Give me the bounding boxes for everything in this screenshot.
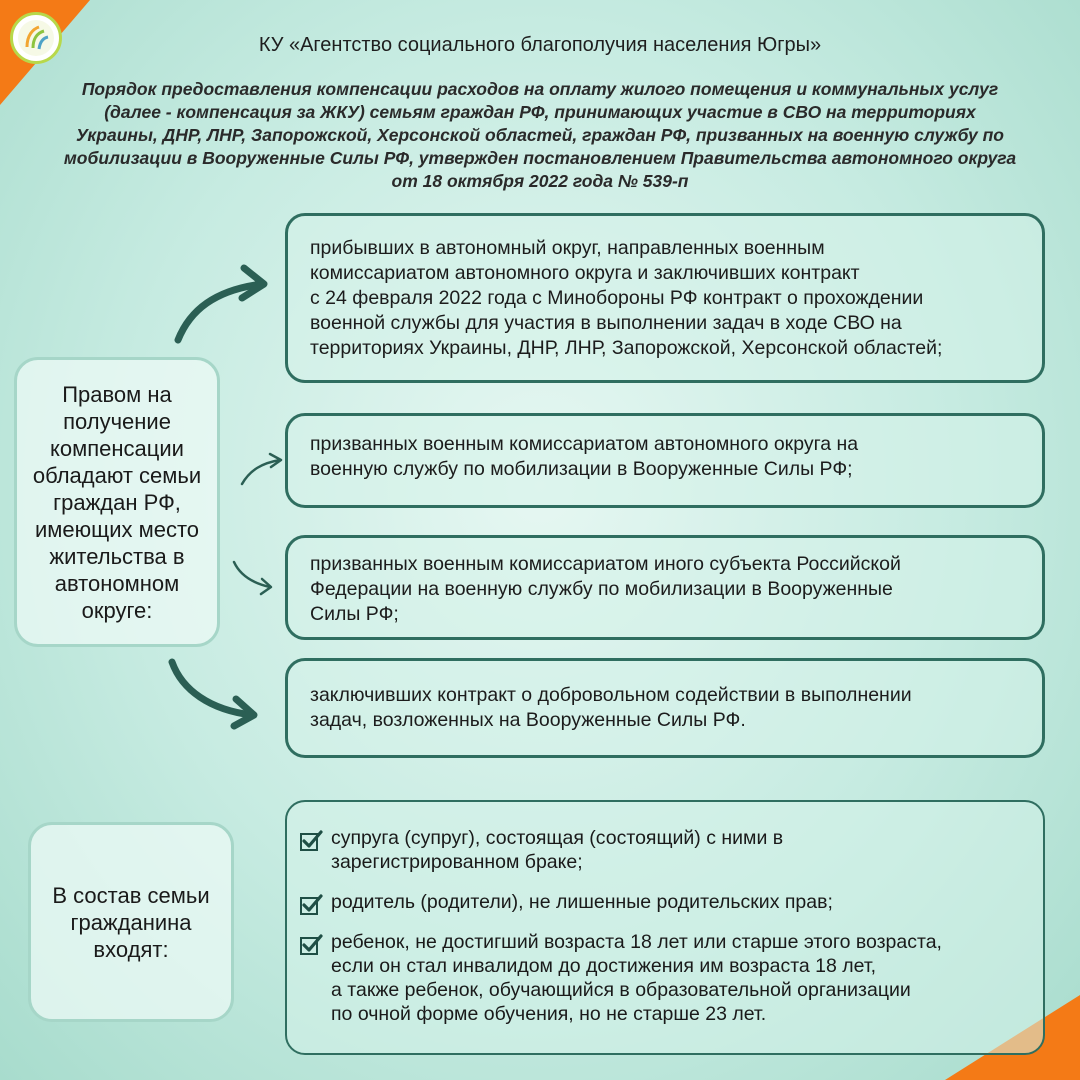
category-line: военную службу по мобилизации в Вооруженные Силы РФ; (310, 458, 853, 480)
eligibility-label-line: округе: (81, 597, 153, 623)
family-member-line: а также ребенок, обучающийся в образовательной организации (331, 979, 911, 1001)
family-label-line: гражданина (70, 909, 192, 935)
eligibility-label-line: граждан РФ, (53, 489, 181, 515)
family-member-line: родитель (родители), не лишенные родительских прав; (331, 891, 833, 913)
category-box-mobilized-other-region (285, 535, 1045, 640)
eligibility-label-box (14, 357, 220, 647)
organization-title: КУ «Агентство социального благополучия населения Югры» (258, 34, 822, 56)
checkbox-checked-icon (299, 829, 323, 853)
category-line: призванных военным комиссариатом автономного округа на (310, 433, 859, 455)
family-label-box (28, 822, 234, 1022)
subtitle-line: Украины, ДНР, ЛНР, Запорожской, Херсонской областей, граждан РФ, призванных на военную службу по (76, 125, 1004, 145)
category-line: прибывших в автономный округ, направленных военным (310, 237, 825, 259)
family-member-line: зарегистрированном браке; (331, 851, 583, 873)
category-line: задач, возложенных на Вооруженные Силы РФ. (310, 709, 746, 731)
eligibility-label-line: обладают семьи (32, 462, 202, 488)
eligibility-label-line: жительства в (49, 543, 185, 569)
list-item (299, 890, 1031, 914)
subtitle-line: от 18 октября 2022 года № 539-п (391, 171, 689, 191)
category-line: комиссариатом автономного округа и заключивших контракт (310, 262, 860, 284)
eligibility-label-line: получение (63, 408, 171, 434)
family-member-line: по очной форме обучения, но не старше 23 лет. (331, 1003, 767, 1025)
category-box-voluntary-contract (285, 658, 1045, 758)
category-line: заключивших контракт о добровольном содействии в выполнении (310, 684, 912, 706)
family-member-line: если он стал инвалидом до достижения им возраста 18 лет, (331, 955, 877, 977)
family-label-line: входят: (93, 936, 169, 962)
category-box-mobilized-local (285, 413, 1045, 508)
subtitle-line: (далее - компенсация за ЖКУ) семьям граждан РФ, принимающих участие в СВО на территориях (104, 102, 976, 122)
curved-arrow-icon (234, 562, 270, 587)
list-item (299, 826, 1031, 874)
checkbox-checked-icon (299, 933, 323, 957)
subtitle-line: Порядок предоставления компенсации расходов на оплату жилого помещения и коммунальных услуг (81, 79, 999, 99)
category-box-contract-volunteers (285, 213, 1045, 383)
eligibility-label-line: Правом на (62, 381, 172, 407)
eligibility-label-line: автономном (54, 570, 180, 596)
category-line: призванных военным комиссариатом иного субъекта Российской (310, 553, 901, 575)
eligibility-label-line: компенсации (50, 435, 184, 461)
subtitle-line: мобилизации в Вооруженные Силы РФ, утвержден постановлением Правительства автономного округа (63, 148, 1017, 168)
family-member-line: супруга (супруг), состоящая (состоящий) с ними в (331, 827, 784, 849)
eligibility-label-line: имеющих место (34, 516, 200, 542)
checkbox-checked-icon (299, 893, 323, 917)
category-line: Федерации на военную службу по мобилизации в Вооруженные (310, 578, 893, 600)
list-item (299, 930, 1031, 1026)
category-line: Силы РФ; (310, 603, 399, 625)
family-label-line: В состав семьи (52, 882, 210, 908)
category-line: территориях Украины, ДНР, ЛНР, Запорожской, Херсонской областей; (310, 337, 943, 359)
family-members-list (285, 800, 1045, 1055)
category-line: военной службы для участия в выполнении задач в ходе СВО на (310, 312, 902, 334)
family-member-line: ребенок, не достигший возраста 18 лет или старше этого возраста, (331, 931, 942, 953)
category-line: с 24 февраля 2022 года с Минобороны РФ контракт о прохождении (310, 287, 924, 309)
